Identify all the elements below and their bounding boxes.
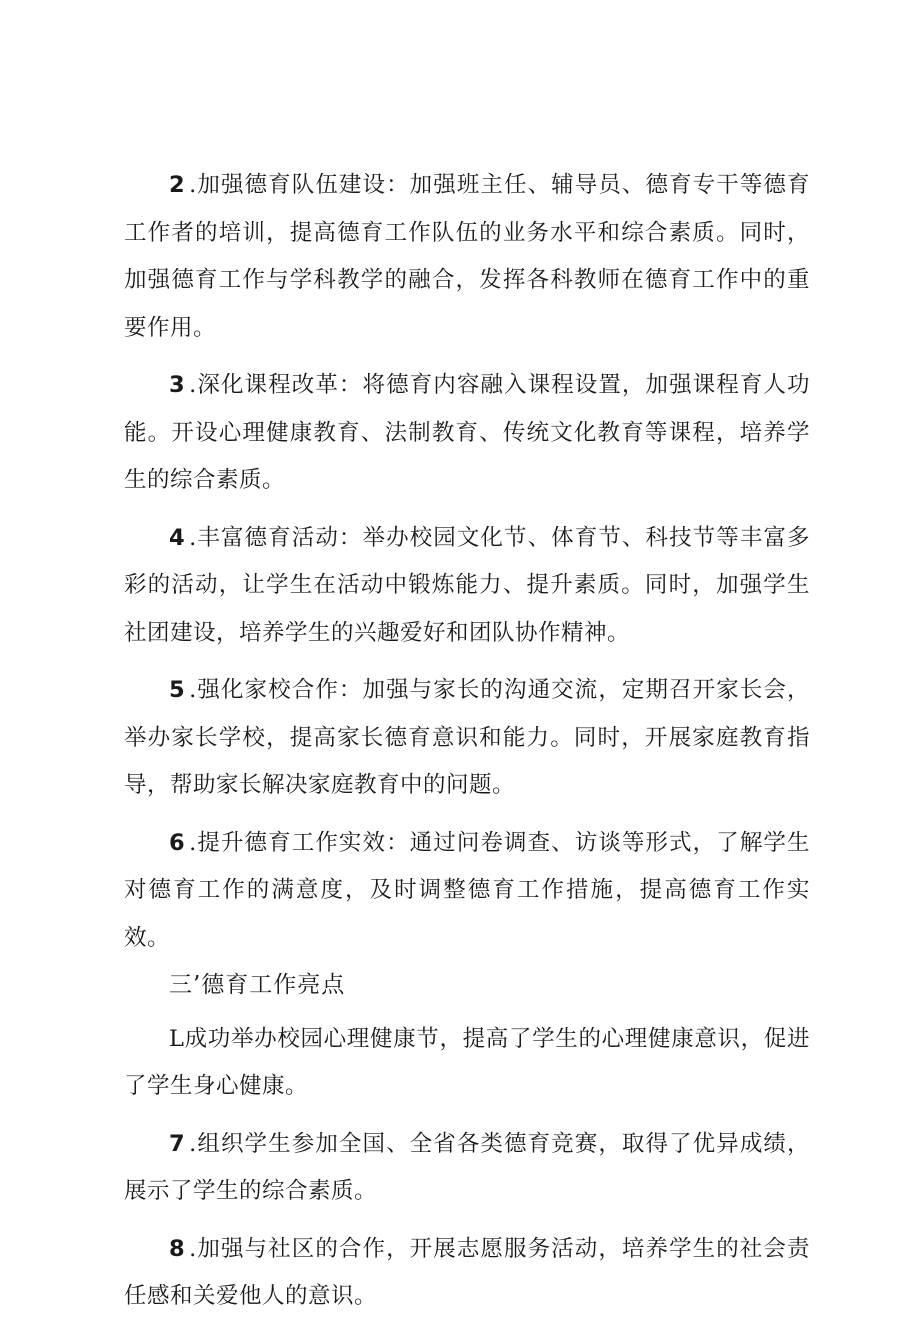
document-page [124,162,810,1331]
paragraph-item-2 [124,162,810,352]
item-number: 8 [169,1235,186,1262]
item-number: 2 [169,172,186,198]
item-number: 7 [169,1130,186,1157]
highlight-item-7 [124,1121,810,1216]
paragraph-text: .提升德育工作实效：通过问卷调查、访谈等形式，了解学生对德育工作的满意度，及时调整德育工作措施，提高德育工作实效。 [124,829,810,951]
paragraph-text: .深化课程改革：将德育内容融入课程设置，加强课程育人功能。开设心理健康教育、法制教育、传统文化教育等课程，培养学生的综合素质。 [124,372,810,493]
paragraph-text: .组织学生参加全国、全省各类德育竞赛，取得了优异成绩，展示了学生的综合素质。 [124,1130,810,1204]
paragraph-item-5 [124,667,810,810]
highlight-item-8 [124,1226,810,1321]
section-heading: 三’德育工作亮点 [169,972,346,998]
paragraph-text: .加强德育队伍建设：加强班主任、辅导员、德育专干等德育工作者的培训，提高德育工作队伍的业务水平和综合素质。同时，加强德育工作与学科教学的融合，发挥各科教师在德育工作中的重要作用。 [124,172,810,341]
paragraph-text: .强化家校合作：加强与家长的沟通交流，定期召开家长会，举办家长学校，提高家长德育意识和能力。同时，开展家庭教育指导，帮助家长解决家庭教育中的问题。 [124,677,810,798]
paragraph-text: .加强与社区的合作，开展志愿服务活动，培养学生的社会责任感和关爱他人的意识。 [124,1235,810,1309]
paragraph-text: L成功举办校园心理健康节，提高了学生的心理健康意识，促进了学生身心健康。 [124,1025,810,1099]
item-number: 3 [169,372,186,398]
paragraph-item-4 [124,515,810,658]
item-number: 4 [169,524,186,551]
paragraph-item-3 [124,362,810,505]
paragraph-item-6 [124,820,810,963]
paragraph-text: .丰富德育活动：举办校园文化节、体育节、科技节等丰富多彩的活动，让学生在活动中锻炼能力、提升素质。同时，加强学生社团建设，培养学生的兴趣爱好和团队协作精神。 [124,524,810,646]
item-number: 6 [169,829,186,856]
item-number: 5 [169,677,186,703]
highlight-item-1 [124,1016,810,1111]
